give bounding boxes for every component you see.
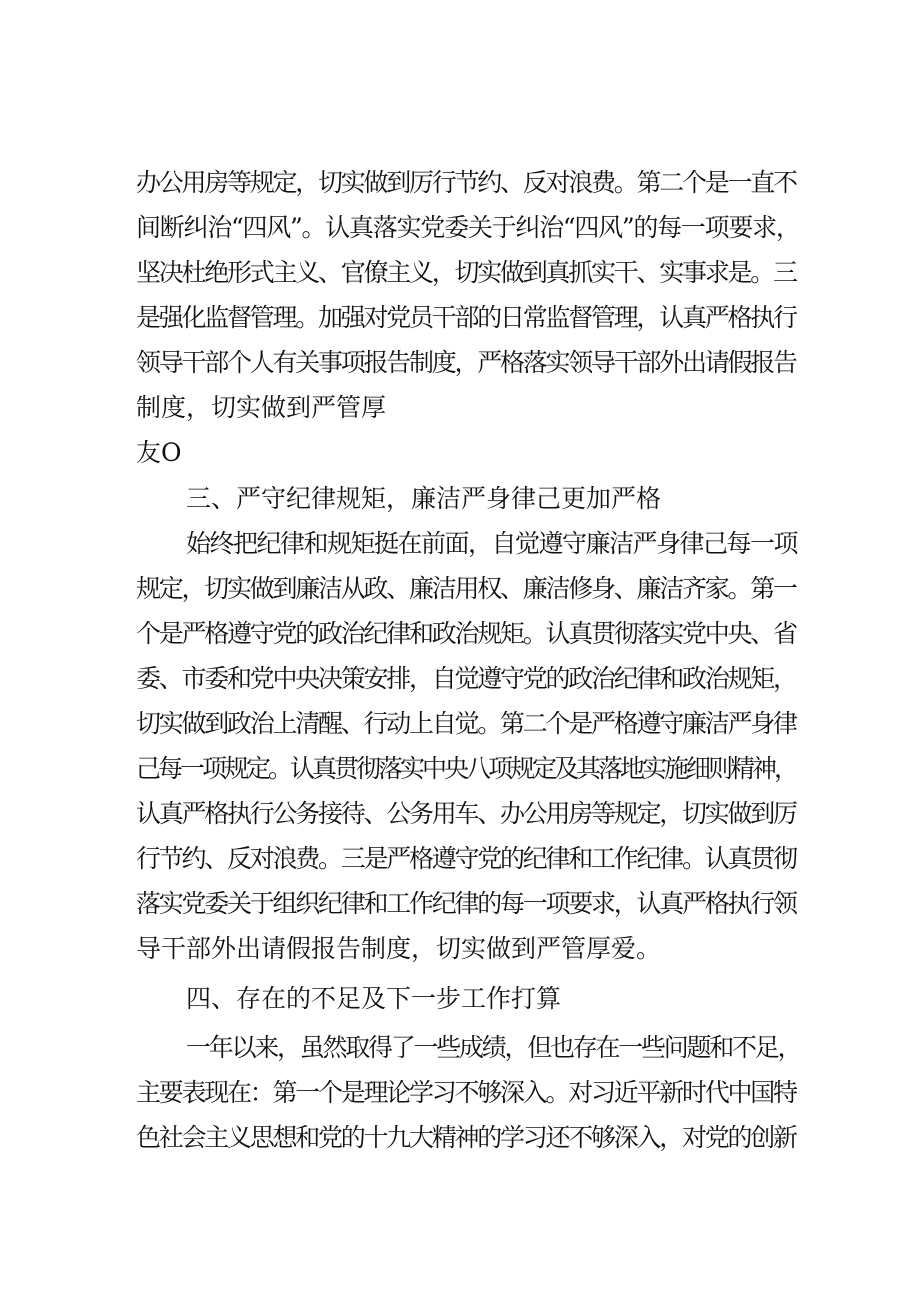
paragraph-line: 落实党委关于组织纪律和工作纪律的每一项要求，认真严格执行领: [136, 889, 796, 918]
paragraph-line: 切实做到政治上清醒、行动上自觉。第二个是严格遵守廉洁严身律: [136, 709, 796, 738]
paragraph-line: 友O: [136, 438, 182, 467]
paragraph-line: 办公用房等规定，切实做到厉行节约、反对浪费。第二个是一直不: [136, 168, 796, 197]
paragraph-line: 个是严格遵守党的政治纪律和政治规矩。认真贯彻落实党中央、省: [136, 619, 796, 648]
paragraph-line: 制度，切实做到严管厚: [136, 393, 387, 422]
paragraph-line: 行节约、反对浪费。三是严格遵守党的纪律和工作纪律。认真贯彻: [136, 844, 796, 873]
paragraph-line: 主要表现在：第一个是理论学习不够深入。对习近平新时代中国特: [136, 1078, 796, 1107]
paragraph-line: 规定，切实做到廉洁从政、廉洁用权、廉洁修身、廉洁齐家。第一: [136, 574, 796, 603]
section-heading: 四、存在的不足及下一步工作打算: [186, 984, 562, 1013]
paragraph-line: 是强化监督管理。加强对党员干部的日常监督管理，认真严格执行: [136, 303, 796, 332]
paragraph-line: 色社会主义思想和党的十九大精神的学习还不够深入，对党的创新: [136, 1123, 796, 1152]
paragraph-line: 坚决杜绝形式主义、官僚主义，切实做到真抓实干、实事求是。三: [136, 258, 796, 287]
paragraph-line: 始终把纪律和规矩挺在前面，自觉遵守廉洁严身律己每一项: [186, 529, 798, 558]
paragraph-line: 己每一项规定。认真贯彻落实中央八项规定及其落地实施细则精神，: [136, 754, 797, 783]
section-heading: 三、严守纪律规矩，廉洁严身律己更加严格: [186, 484, 662, 513]
paragraph-line: 领导干部个人有关事项报告制度，严格落实领导干部外出请假报告: [136, 348, 796, 377]
paragraph-line: 认真严格执行公务接待、公务用车、办公用房等规定，切实做到厉: [136, 799, 796, 828]
paragraph-line: 间断纠治“四风”。认真落实党委关于纠治“四风”的每一项要求，: [136, 213, 800, 242]
paragraph-line: 委、市委和党中央决策安排，自觉遵守党的政治纪律和政治规矩，: [136, 664, 796, 693]
paragraph-line: 一年以来，虽然取得了一些成绩，但也存在一些问题和不足，: [186, 1033, 801, 1062]
paragraph-line: 导干部外出请假报告制度，切实做到严管厚爱。: [136, 934, 662, 963]
